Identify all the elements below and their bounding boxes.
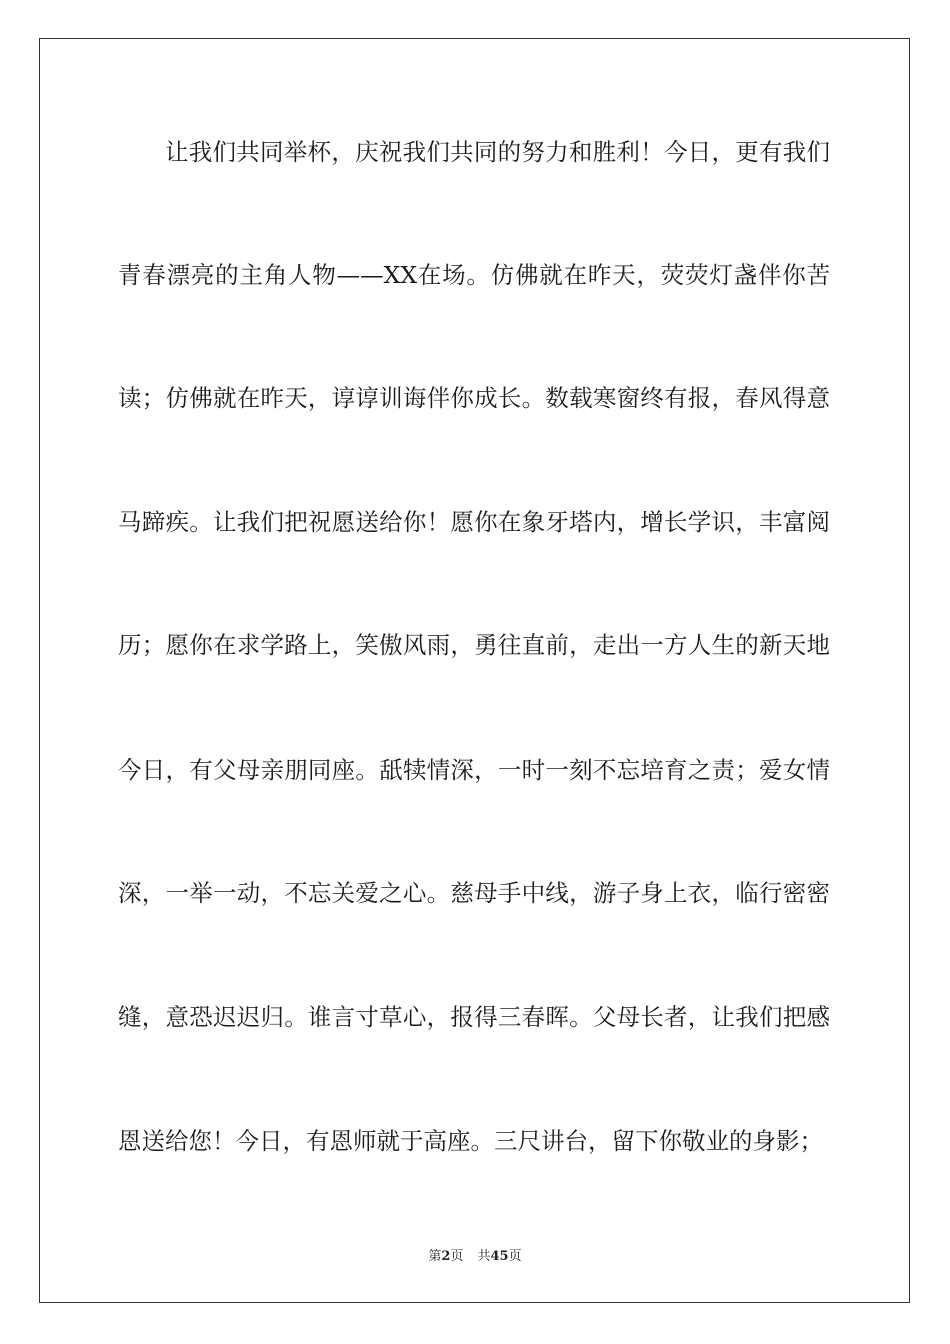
total-prefix: 共 bbox=[477, 1249, 491, 1264]
page-prefix: 第 bbox=[428, 1249, 442, 1264]
body-line-4: 马蹄疾。让我们把祝愿送给你！愿你在象牙塔内，增长学识，丰富阅 bbox=[118, 508, 830, 536]
body-line-7: 深，一举一动，不忘关爱之心。慈母手中线，游子身上衣，临行密密 bbox=[118, 879, 830, 907]
total-suffix: 页 bbox=[508, 1249, 522, 1264]
page-total: 45 bbox=[490, 1249, 509, 1264]
page-current: 2 bbox=[441, 1249, 451, 1264]
body-line-2: 青春漂亮的主角人物——XX在场。仿佛就在昨天，荧荧灯盏伴你苦 bbox=[118, 261, 830, 289]
body-line-1: 让我们共同举杯，庆祝我们共同的努力和胜利！今日，更有我们 bbox=[165, 138, 830, 166]
body-line-6: 今日，有父母亲朋同座。舐犊情深，一时一刻不忘培育之责；爱女情 bbox=[118, 756, 830, 784]
page-footer bbox=[0, 1247, 950, 1267]
body-line-3: 读；仿佛就在昨天，谆谆训诲伴你成长。数载寒窗终有报，春风得意 bbox=[118, 384, 830, 412]
page-suffix: 页 bbox=[450, 1249, 464, 1264]
body-line-9: 恩送给您！今日，有恩师就于高座。三尺讲台，留下你敬业的身影； bbox=[118, 1127, 823, 1155]
page-border bbox=[39, 38, 910, 1303]
body-line-8: 缝，意恐迟迟归。谁言寸草心，报得三春晖。父母长者，让我们把感 bbox=[118, 1003, 830, 1031]
body-line-5: 历；愿你在求学路上，笑傲风雨，勇往直前，走出一方人生的新天地 bbox=[118, 631, 830, 659]
